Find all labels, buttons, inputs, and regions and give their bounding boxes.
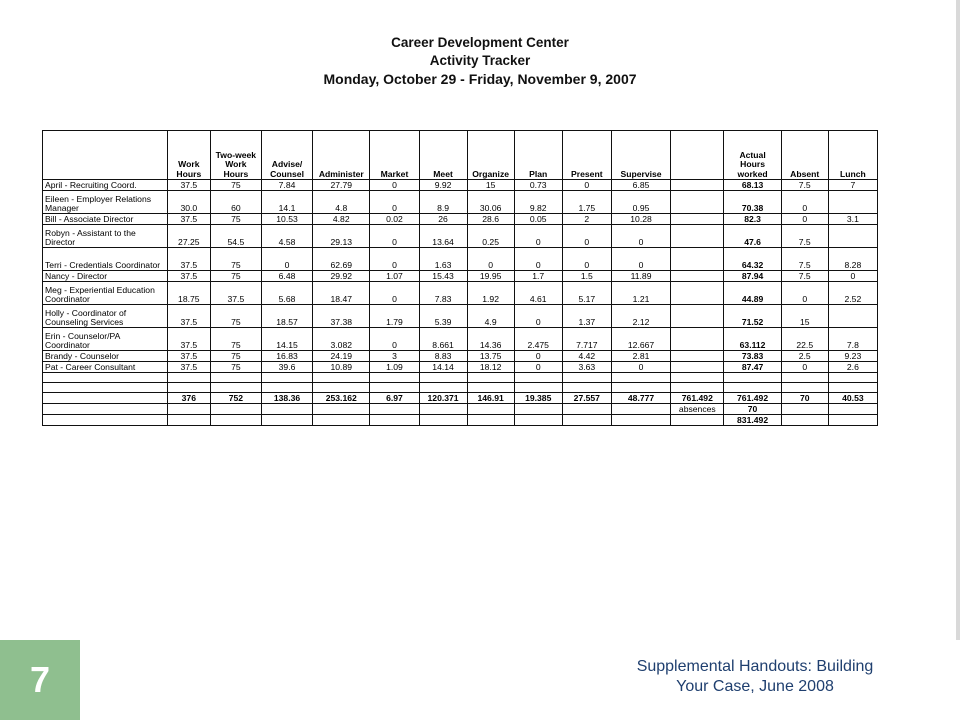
activity-tracker-table	[42, 130, 878, 426]
table-cell: 4.82	[313, 214, 370, 225]
table-cell: Eileen - Employer Relations Manager	[43, 191, 168, 214]
table-cell: 1.7	[514, 271, 562, 282]
table-cell	[313, 404, 370, 415]
table-cell	[514, 373, 562, 383]
table-cell: 11.89	[611, 271, 670, 282]
table-cell: 29.92	[313, 271, 370, 282]
table-cell	[313, 383, 370, 393]
table-cell: 8.83	[419, 351, 467, 362]
table-cell	[671, 373, 724, 383]
column-header	[671, 131, 724, 180]
table-cell: 87.47	[724, 362, 781, 373]
table-cell: 3.082	[313, 328, 370, 351]
table-cell	[781, 373, 828, 383]
slide-number: 7	[29, 659, 51, 700]
table-cell: 0	[514, 362, 562, 373]
table-cell: 24.19	[313, 351, 370, 362]
table-cell: 44.89	[724, 282, 781, 305]
table-cell: 28.6	[467, 214, 514, 225]
table-cell: 30.0	[167, 191, 210, 214]
table-cell: 14.1	[261, 191, 312, 214]
table-cell: 73.83	[724, 351, 781, 362]
table-cell: 37.38	[313, 305, 370, 328]
table-row	[43, 362, 878, 373]
table-cell: 9.82	[514, 191, 562, 214]
table-cell: 4.42	[562, 351, 611, 362]
table-cell	[261, 373, 312, 383]
table-cell	[419, 415, 467, 426]
table-cell: 2.12	[611, 305, 670, 328]
table-cell: 2	[562, 214, 611, 225]
table-cell	[828, 191, 877, 214]
table-cell: 70	[781, 393, 828, 404]
table-cell	[671, 305, 724, 328]
table-cell	[828, 305, 877, 328]
table-cell: 7.5	[781, 225, 828, 248]
header-title: Career Development Center	[391, 35, 569, 50]
table-cell: 0.02	[370, 214, 419, 225]
table-cell: April - Recruiting Coord.	[43, 180, 168, 191]
table-cell	[167, 383, 210, 393]
table-cell: 14.14	[419, 362, 467, 373]
table-cell: 4.8	[313, 191, 370, 214]
table-row	[43, 271, 878, 282]
table-cell: 0	[467, 248, 514, 271]
table-cell	[611, 404, 670, 415]
column-header: Market	[370, 131, 419, 180]
table-cell: 18.47	[313, 282, 370, 305]
table-cell	[43, 393, 168, 404]
column-header: Organize	[467, 131, 514, 180]
table-cell	[781, 383, 828, 393]
table-cell: Erin - Counselor/PA Coordinator	[43, 328, 168, 351]
table-cell: Meg - Experiential Education Coordinator	[43, 282, 168, 305]
table-cell: 0	[562, 225, 611, 248]
table-cell	[671, 362, 724, 373]
table-cell: Holly - Coordinator of Counseling Services	[43, 305, 168, 328]
table-cell	[671, 351, 724, 362]
table-cell: 7.5	[781, 180, 828, 191]
table-cell: 75	[210, 271, 261, 282]
table-cell: 3	[370, 351, 419, 362]
table-cell: 27.79	[313, 180, 370, 191]
table-cell	[611, 415, 670, 426]
table-cell: Terri - Credentials Coordinator	[43, 248, 168, 271]
table-cell: 63.112	[724, 328, 781, 351]
table-cell: 13.64	[419, 225, 467, 248]
table-cell: 37.5	[167, 305, 210, 328]
table-cell: Brandy - Counselor	[43, 351, 168, 362]
footer-caption	[596, 657, 914, 697]
table-body	[43, 180, 878, 426]
table-cell: 120.371	[419, 393, 467, 404]
table-cell: 0	[562, 180, 611, 191]
table-cell: 75	[210, 362, 261, 373]
table-cell	[671, 214, 724, 225]
table-cell: 40.53	[828, 393, 877, 404]
footer-line-2: Your Case, June 2008	[676, 678, 834, 695]
table-cell	[828, 225, 877, 248]
table-cell	[210, 415, 261, 426]
table-cell: 60	[210, 191, 261, 214]
table-cell: 71.52	[724, 305, 781, 328]
column-header: Lunch	[828, 131, 877, 180]
table-cell	[167, 415, 210, 426]
table-cell	[467, 415, 514, 426]
table-cell: 75	[210, 328, 261, 351]
table-cell	[828, 404, 877, 415]
table-cell: 0	[781, 191, 828, 214]
table-cell: 146.91	[467, 393, 514, 404]
table-cell: 22.5	[781, 328, 828, 351]
table-cell	[828, 415, 877, 426]
table-cell: absences	[671, 404, 724, 415]
table-cell	[167, 404, 210, 415]
table-cell: 4.61	[514, 282, 562, 305]
table-cell: 0	[514, 248, 562, 271]
table-row	[43, 351, 878, 362]
table-cell: 1.92	[467, 282, 514, 305]
table-cell: 7.84	[261, 180, 312, 191]
table-cell	[671, 282, 724, 305]
table-cell: 0	[514, 305, 562, 328]
column-header	[43, 131, 168, 180]
table-cell	[671, 180, 724, 191]
table-cell	[467, 404, 514, 415]
table-cell: 2.5	[781, 351, 828, 362]
table-cell: 5.17	[562, 282, 611, 305]
table-cell: 37.5	[167, 271, 210, 282]
table-cell: 37.5	[167, 328, 210, 351]
table-cell: 138.36	[261, 393, 312, 404]
table-cell: 1.09	[370, 362, 419, 373]
table-cell: 1.75	[562, 191, 611, 214]
table-cell	[370, 415, 419, 426]
table-cell: 19.385	[514, 393, 562, 404]
table-row	[43, 328, 878, 351]
table-cell: 7.5	[781, 271, 828, 282]
table-cell: 75	[210, 351, 261, 362]
table-cell: Robyn - Assistant to the Director	[43, 225, 168, 248]
table-cell: 5.68	[261, 282, 312, 305]
column-header: Administer	[313, 131, 370, 180]
table-cell: 0	[781, 282, 828, 305]
table-cell: 27.25	[167, 225, 210, 248]
column-header: Meet	[419, 131, 467, 180]
table-cell: 70.38	[724, 191, 781, 214]
table-cell	[562, 383, 611, 393]
table-cell: 75	[210, 180, 261, 191]
column-header: Present	[562, 131, 611, 180]
table-cell: 7.83	[419, 282, 467, 305]
table-cell: 68.13	[724, 180, 781, 191]
table-row	[43, 282, 878, 305]
table-cell: 18.75	[167, 282, 210, 305]
table-cell	[514, 383, 562, 393]
slide-right-edge	[956, 0, 960, 640]
table-row	[43, 415, 878, 426]
column-header: Absent	[781, 131, 828, 180]
table-cell	[210, 373, 261, 383]
column-header: Two-week Work Hours	[210, 131, 261, 180]
table-cell: 26	[419, 214, 467, 225]
table-row	[43, 191, 878, 214]
table-cell: 761.492	[671, 393, 724, 404]
table-cell: 37.5	[167, 248, 210, 271]
table-cell: 9.92	[419, 180, 467, 191]
header-subtitle: Activity Tracker	[429, 53, 531, 68]
table-cell: 2.81	[611, 351, 670, 362]
table-cell	[467, 383, 514, 393]
table-cell: 752	[210, 393, 261, 404]
table-cell: 0	[514, 225, 562, 248]
table-cell	[562, 415, 611, 426]
table-cell: 0	[370, 225, 419, 248]
table-cell	[43, 373, 168, 383]
table-cell: 0	[828, 271, 877, 282]
table-cell: 0	[370, 282, 419, 305]
table-cell: 7.717	[562, 328, 611, 351]
table-cell: 1.21	[611, 282, 670, 305]
table-row	[43, 404, 878, 415]
table-cell	[167, 373, 210, 383]
column-header: Work Hours	[167, 131, 210, 180]
table-cell: 0	[370, 191, 419, 214]
table-cell: 12.667	[611, 328, 670, 351]
column-header: Advise/ Counsel	[261, 131, 312, 180]
table-cell	[828, 373, 877, 383]
table-cell: 1.63	[419, 248, 467, 271]
table-cell	[724, 373, 781, 383]
table-cell: 0	[370, 248, 419, 271]
table-cell: 14.15	[261, 328, 312, 351]
table-cell	[419, 373, 467, 383]
table-cell: 5.39	[419, 305, 467, 328]
document-header	[0, 34, 960, 88]
table-cell: 87.94	[724, 271, 781, 282]
table-cell	[671, 415, 724, 426]
table-cell	[611, 373, 670, 383]
table-row	[43, 373, 878, 383]
table-cell: 3.1	[828, 214, 877, 225]
table-cell: 6.97	[370, 393, 419, 404]
table-cell: 0	[370, 328, 419, 351]
table-header	[43, 131, 878, 180]
table-cell	[313, 415, 370, 426]
table-cell	[671, 328, 724, 351]
column-header: Plan	[514, 131, 562, 180]
table-cell	[370, 383, 419, 393]
table-cell: 75	[210, 305, 261, 328]
table-cell: 0	[781, 214, 828, 225]
table-cell: 64.32	[724, 248, 781, 271]
table-cell: 39.6	[261, 362, 312, 373]
table-cell: 7.5	[781, 248, 828, 271]
table-cell: 9.23	[828, 351, 877, 362]
table-cell	[671, 271, 724, 282]
table-cell: 15	[781, 305, 828, 328]
table-cell: 8.9	[419, 191, 467, 214]
table-cell	[828, 383, 877, 393]
table-cell: 70	[724, 404, 781, 415]
table-cell	[261, 415, 312, 426]
table-cell: 0	[514, 351, 562, 362]
table-cell: 0	[611, 225, 670, 248]
table-row	[43, 305, 878, 328]
table-cell: 0.05	[514, 214, 562, 225]
table-cell: 82.3	[724, 214, 781, 225]
table-cell	[210, 404, 261, 415]
table-row	[43, 214, 878, 225]
table-cell: 0.73	[514, 180, 562, 191]
table-cell: 37.5	[167, 214, 210, 225]
table-cell: 2.52	[828, 282, 877, 305]
table-cell: 1.07	[370, 271, 419, 282]
table-cell: 8.661	[419, 328, 467, 351]
slide-number-badge	[0, 640, 80, 720]
table-cell: 7.8	[828, 328, 877, 351]
table-cell	[611, 383, 670, 393]
table-cell	[370, 373, 419, 383]
table-cell	[562, 373, 611, 383]
table-cell: 8.28	[828, 248, 877, 271]
table-cell	[467, 373, 514, 383]
table-cell: 1.37	[562, 305, 611, 328]
column-header: Actual Hours worked	[724, 131, 781, 180]
table-row	[43, 225, 878, 248]
table-cell: 0	[261, 248, 312, 271]
table-cell	[562, 404, 611, 415]
table-cell	[43, 404, 168, 415]
table-cell	[313, 373, 370, 383]
table-cell: 15.43	[419, 271, 467, 282]
table-cell: 18.12	[467, 362, 514, 373]
table-row	[43, 383, 878, 393]
table-cell: 0	[611, 248, 670, 271]
table-cell: 47.6	[724, 225, 781, 248]
table-cell	[43, 383, 168, 393]
table-cell: 18.57	[261, 305, 312, 328]
table-cell: 16.83	[261, 351, 312, 362]
table-cell: 14.36	[467, 328, 514, 351]
table-cell: 10.53	[261, 214, 312, 225]
table-cell	[514, 404, 562, 415]
table-cell	[370, 404, 419, 415]
table-cell: 75	[210, 214, 261, 225]
table-cell: 0	[611, 362, 670, 373]
table-cell: Pat - Career Consultant	[43, 362, 168, 373]
table-cell: 54.5	[210, 225, 261, 248]
table-cell: 37.5	[167, 351, 210, 362]
table-cell: 37.5	[210, 282, 261, 305]
table-cell: Nancy - Director	[43, 271, 168, 282]
table-cell: 10.28	[611, 214, 670, 225]
table-cell	[781, 415, 828, 426]
table-cell: 48.777	[611, 393, 670, 404]
table-cell: 376	[167, 393, 210, 404]
table-cell: 75	[210, 248, 261, 271]
table-cell: 62.69	[313, 248, 370, 271]
table-cell: 0.95	[611, 191, 670, 214]
table-cell: 10.89	[313, 362, 370, 373]
footer-line-1: Supplemental Handouts: Building	[636, 658, 874, 675]
table-cell	[261, 383, 312, 393]
table-cell	[210, 383, 261, 393]
table-cell: 15	[467, 180, 514, 191]
table-cell: 4.58	[261, 225, 312, 248]
table-cell	[781, 404, 828, 415]
table-cell: 0	[562, 248, 611, 271]
table-row	[43, 248, 878, 271]
table-cell: 3.63	[562, 362, 611, 373]
table-cell: 253.162	[313, 393, 370, 404]
table-row	[43, 393, 878, 404]
table-cell: 19.95	[467, 271, 514, 282]
table-cell	[724, 383, 781, 393]
table-cell	[419, 404, 467, 415]
table-cell: 1.79	[370, 305, 419, 328]
table-cell: 2.475	[514, 328, 562, 351]
column-header: Supervise	[611, 131, 670, 180]
table-cell	[419, 383, 467, 393]
table-cell: Bill - Associate Director	[43, 214, 168, 225]
table-cell: 4.9	[467, 305, 514, 328]
table-cell: 831.492	[724, 415, 781, 426]
table-cell: 30.06	[467, 191, 514, 214]
table-cell	[671, 225, 724, 248]
table-cell: 29.13	[313, 225, 370, 248]
table-cell: 6.85	[611, 180, 670, 191]
table-cell	[671, 191, 724, 214]
header-date-range: Monday, October 29 - Friday, November 9, 2007	[323, 71, 637, 87]
table-row	[43, 180, 878, 191]
table-cell	[671, 248, 724, 271]
table-cell: 13.75	[467, 351, 514, 362]
table-cell: 7	[828, 180, 877, 191]
table-cell: 2.6	[828, 362, 877, 373]
table-cell: 0.25	[467, 225, 514, 248]
table-cell: 0	[781, 362, 828, 373]
table-cell	[43, 415, 168, 426]
table-cell	[261, 404, 312, 415]
table-cell	[514, 415, 562, 426]
table-cell: 37.5	[167, 362, 210, 373]
table-cell: 6.48	[261, 271, 312, 282]
table-cell: 0	[370, 180, 419, 191]
table-cell: 761.492	[724, 393, 781, 404]
table-cell: 1.5	[562, 271, 611, 282]
table-cell: 37.5	[167, 180, 210, 191]
table-cell	[671, 383, 724, 393]
table-cell: 27.557	[562, 393, 611, 404]
